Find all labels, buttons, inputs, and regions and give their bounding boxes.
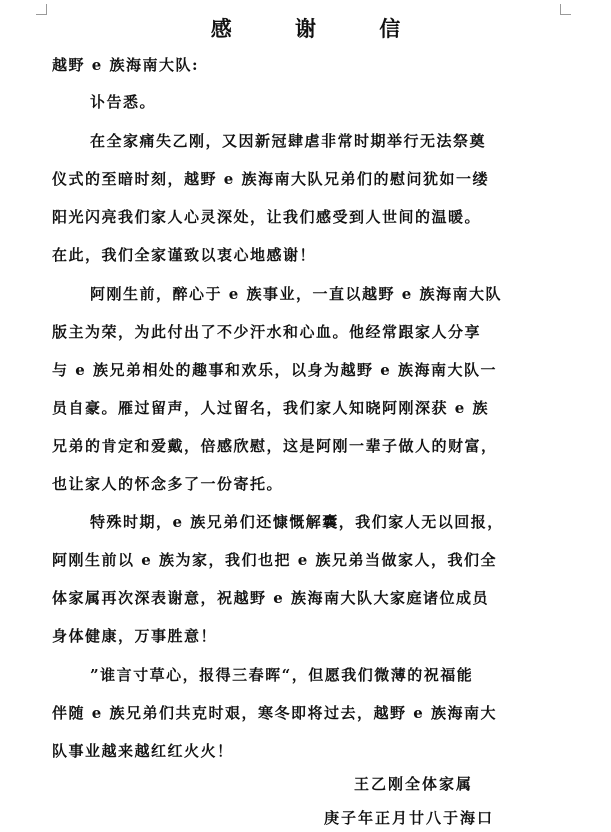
body-line: 队事业越来越红红火火！ bbox=[52, 742, 234, 760]
signature: 王乙刚全体家属 bbox=[354, 775, 474, 793]
salutation: 越野 e 族海南大队: bbox=[52, 56, 200, 74]
opening-line: 讣告悉。 bbox=[90, 93, 157, 111]
body-line: 也让家人的怀念多了一份寄托。 bbox=[52, 475, 284, 493]
body-line: 与 e 族兄弟相处的趣事和欢乐，以身为越野 e 族海南大队一 bbox=[52, 361, 497, 379]
body-line: 阿刚生前以 e 族为家，我们也把 e 族兄弟当做家人，我们全 bbox=[52, 551, 497, 569]
body-line: 阿刚生前，醉心于 e 族事业，一直以越野 e 族海南大队 bbox=[90, 285, 502, 303]
body-line: 在此，我们全家谨致以衷心地感谢！ bbox=[52, 246, 317, 264]
body-line: 身体健康，万事胜意！ bbox=[52, 627, 218, 645]
body-line: 特殊时期，e 族兄弟们还慷慨解囊，我们家人无以回报， bbox=[90, 513, 504, 531]
body-line: 伴随 e 族兄弟们共克时艰，寒冬即将过去，越野 e 族海南大 bbox=[52, 704, 497, 722]
body-line: 兄弟的肯定和爱戴，倍感欣慰，这是阿刚一辈子做人的财富， bbox=[52, 437, 498, 455]
body-line: 在全家痛失乙刚，又因新冠肆虐非常时期举行无法祭奠 bbox=[90, 132, 487, 150]
body-line: 员自豪。雁过留声，人过留名，我们家人知晓阿刚深获 e 族 bbox=[52, 399, 489, 417]
letter-title: 感 谢 信 bbox=[210, 16, 429, 41]
body-line: 阳光闪亮我们家人心灵深处，让我们感受到人世间的温暖。 bbox=[52, 208, 482, 226]
body-line: 体家属再次深表谢意，祝越野 e 族海南大队大家庭诸位成员 bbox=[52, 589, 489, 607]
body-line: ”谁言寸草心，报得三春晖“，但愿我们微薄的祝福能 bbox=[90, 666, 474, 684]
date-place: 庚子年正月廿八于海口 bbox=[324, 809, 495, 827]
body-line: 版主为荣，为此付出了不少汗水和心血。他经常跟家人分享 bbox=[52, 323, 482, 341]
body-line: 仪式的至暗时刻，越野 e 族海南大队兄弟们的慰问犹如一缕 bbox=[52, 170, 489, 188]
